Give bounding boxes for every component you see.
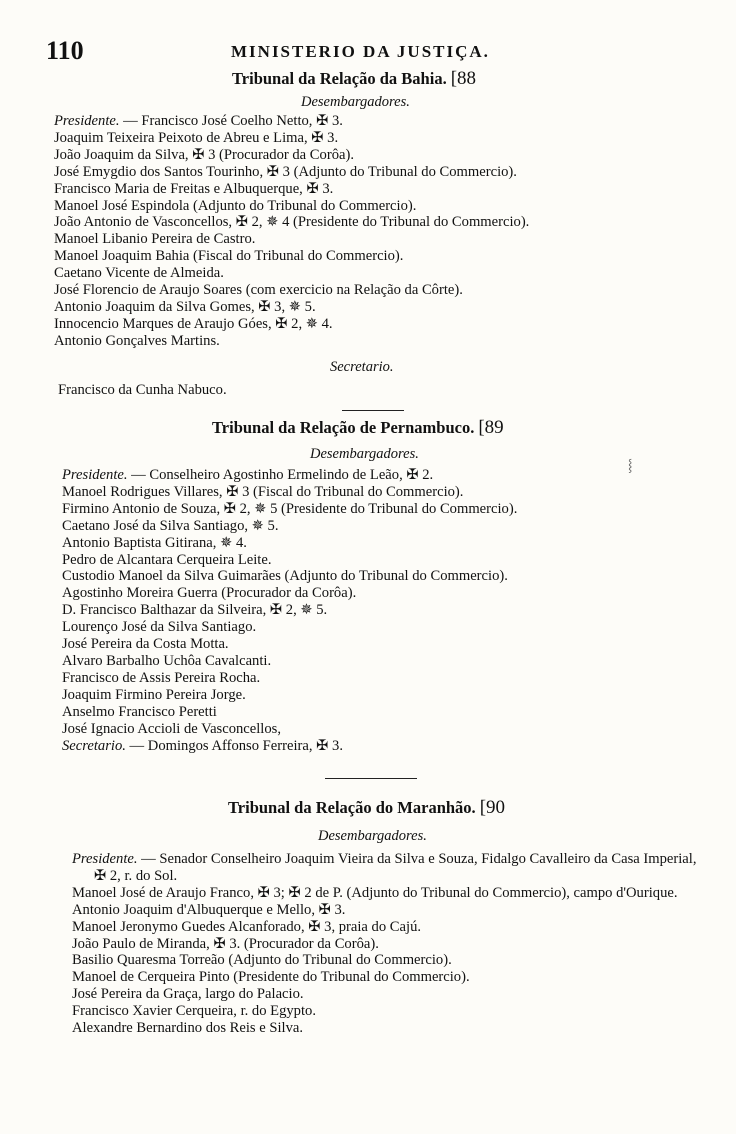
section-title-maranhao xyxy=(228,797,505,819)
pernambuco-member-list xyxy=(62,467,702,754)
member-text: Antonio Baptista Gitirana, ✵ 4. xyxy=(62,534,247,551)
member-text: — Senador Conselheiro Joaquim Vieira da Silva e Souza, Fidalgo Cavalleiro da Casa Imperial, ✠ 2, r. do Sol. xyxy=(94,851,697,884)
section-number: [89 xyxy=(478,417,504,438)
member-entry xyxy=(54,113,694,130)
section-divider xyxy=(325,778,417,779)
member-text: Manoel José de Araujo Franco, ✠ 3; ✠ 2 de P. (Adjunto do Tribunal do Commercio), campo d'Ourique. xyxy=(72,884,678,901)
member-entry xyxy=(62,552,702,569)
subtitle-desembargadores: Desembargadores. xyxy=(301,94,410,110)
member-text: Custodio Manoel da Silva Guimarães (Adjunto do Tribunal do Commercio). xyxy=(62,568,508,585)
section-title-text: Tribunal da Relação do Maranhão. xyxy=(228,798,476,817)
member-text: João Paulo de Miranda, ✠ 3. (Procurador da Corôa). xyxy=(72,935,379,952)
member-text: Manoel Libanio Pereira de Castro. xyxy=(54,231,256,248)
member-text: José Pereira da Graça, largo do Palacio. xyxy=(72,986,304,1003)
subtitle-desembargadores: Desembargadores. xyxy=(318,828,427,844)
member-text: Basilio Quaresma Torreão (Adjunto do Tribunal do Commercio). xyxy=(72,952,452,969)
member-text: Anselmo Francisco Peretti xyxy=(62,703,217,720)
member-entry xyxy=(72,986,702,1003)
member-text: Francisco Maria de Freitas e Albuquerque, ✠ 3. xyxy=(54,180,334,197)
section-divider xyxy=(342,410,404,411)
member-text: Caetano José da Silva Santiago, ✵ 5. xyxy=(62,517,279,534)
member-text: Antonio Joaquim d'Albuquerque e Mello, ✠ 3. xyxy=(72,901,346,918)
member-text: Alvaro Barbalho Uchôa Cavalcanti. xyxy=(62,652,272,669)
member-entry xyxy=(62,484,702,501)
member-text: Joaquim Firmino Pereira Jorge. xyxy=(62,686,246,703)
maranhao-member-list xyxy=(72,851,702,1037)
member-text: Caetano Vicente de Almeida. xyxy=(54,265,224,282)
member-text: João Joaquim da Silva, ✠ 3 (Procurador da Corôa). xyxy=(54,146,354,163)
section-title-text: Tribunal da Relação da Bahia. xyxy=(232,69,447,88)
member-entry xyxy=(54,130,694,147)
member-text: Manoel de Cerqueira Pinto (Presidente do Tribunal do Commercio). xyxy=(72,969,470,986)
section-number: [88 xyxy=(450,68,477,89)
role-label: Presidente. xyxy=(54,113,120,129)
member-entry xyxy=(54,316,694,333)
subtitle-desembargadores: Desembargadores. xyxy=(310,446,419,462)
member-entry xyxy=(62,636,702,653)
member-entry xyxy=(62,518,702,535)
member-entry xyxy=(54,147,694,164)
member-entry xyxy=(72,902,702,919)
member-entry xyxy=(62,501,702,518)
member-entry xyxy=(62,568,702,585)
member-entry xyxy=(72,1003,702,1020)
member-entry xyxy=(54,198,694,215)
member-text: — Francisco José Coelho Netto, ✠ 3. xyxy=(119,113,343,129)
member-entry xyxy=(54,231,694,248)
member-text: Antonio Gonçalves Martins. xyxy=(54,332,220,349)
member-entry xyxy=(62,704,702,721)
member-text: José Pereira da Costa Motta. xyxy=(62,636,229,653)
member-text: Manoel Rodrigues Villares, ✠ 3 (Fiscal do Tribunal do Commercio). xyxy=(62,483,464,500)
member-entry xyxy=(72,952,702,969)
member-entry xyxy=(54,282,694,299)
member-entry xyxy=(62,585,702,602)
member-text: Manoel Jeronymo Guedes Alcanforado, ✠ 3, praia do Cajú. xyxy=(72,918,422,935)
member-entry xyxy=(62,670,702,687)
member-entry xyxy=(54,265,694,282)
role-label: Presidente. xyxy=(72,851,138,867)
member-entry xyxy=(62,467,702,484)
member-entry xyxy=(62,738,702,755)
member-entry xyxy=(62,721,702,738)
member-entry xyxy=(62,619,702,636)
member-text: — Conselheiro Agostinho Ermelindo de Leão, ✠ 2. xyxy=(127,467,434,483)
member-text: Agostinho Moreira Guerra (Procurador da Corôa). xyxy=(62,585,357,602)
secretary-name: Francisco da Cunha Nabuco. xyxy=(58,382,227,398)
bahia-member-list xyxy=(54,113,694,350)
role-label: Secretario. xyxy=(62,737,126,754)
member-text: Firmino Antonio de Souza, ✠ 2, ✵ 5 (Presidente do Tribunal do Commercio). xyxy=(62,500,518,517)
ink-mark: ⸾ xyxy=(628,458,633,472)
member-entry xyxy=(72,885,702,902)
member-text: João Antonio de Vasconcellos, ✠ 2, ✵ 4 (Presidente do Tribunal do Commercio). xyxy=(54,214,530,231)
secretary-heading: Secretario. xyxy=(330,359,394,375)
member-text: José Florencio de Araujo Soares (com exercicio na Relação da Côrte). xyxy=(54,282,463,299)
member-text: Alexandre Bernardino dos Reis e Silva. xyxy=(72,1020,304,1037)
member-text: Joaquim Teixeira Peixoto de Abreu e Lima, ✠ 3. xyxy=(54,129,339,146)
member-text: Manoel José Espindola (Adjunto do Tribunal do Commercio). xyxy=(54,197,417,214)
member-entry xyxy=(54,248,694,265)
member-text: José Emygdio dos Santos Tourinho, ✠ 3 (Adjunto do Tribunal do Commercio). xyxy=(54,163,517,180)
member-text: Manoel Joaquim Bahia (Fiscal do Tribunal do Commercio). xyxy=(54,248,404,265)
member-entry xyxy=(72,851,702,885)
member-entry xyxy=(72,919,702,936)
section-title-text: Tribunal da Relação de Pernambuco. xyxy=(212,418,475,437)
member-entry xyxy=(62,535,702,552)
member-text: D. Francisco Balthazar da Silveira, ✠ 2, ✵ 5. xyxy=(62,602,328,619)
role-label: Presidente. xyxy=(62,467,128,483)
member-text: Pedro de Alcantara Cerqueira Leite. xyxy=(62,551,272,568)
member-entry xyxy=(54,214,694,231)
member-text: — Domingos Affonso Ferreira, ✠ 3. xyxy=(125,737,343,754)
member-entry xyxy=(72,1020,702,1037)
member-entry xyxy=(54,333,694,350)
section-title-bahia xyxy=(232,68,476,90)
member-text: José Ignacio Accioli de Vasconcellos, xyxy=(62,720,281,737)
member-text: Antonio Joaquim da Silva Gomes, ✠ 3, ✵ 5. xyxy=(54,298,316,315)
member-entry xyxy=(72,936,702,953)
section-title-pernambuco xyxy=(212,417,504,439)
member-entry xyxy=(54,299,694,316)
member-entry xyxy=(54,181,694,198)
section-number: [90 xyxy=(479,797,506,818)
member-entry xyxy=(54,164,694,181)
member-entry xyxy=(62,687,702,704)
running-title: MINISTERIO DA JUSTIÇA. xyxy=(231,42,490,61)
member-text: Francisco de Assis Pereira Rocha. xyxy=(62,669,261,686)
member-entry xyxy=(62,653,702,670)
member-entry xyxy=(72,969,702,986)
member-text: Innocencio Marques de Araujo Góes, ✠ 2, ✵ 4. xyxy=(54,315,333,332)
member-entry xyxy=(62,602,702,619)
member-text: Francisco Xavier Cerqueira, r. do Egypto. xyxy=(72,1003,316,1020)
page-header xyxy=(46,36,706,64)
member-text: Lourenço José da Silva Santiago. xyxy=(62,619,257,636)
page-number: 110 xyxy=(46,36,84,65)
